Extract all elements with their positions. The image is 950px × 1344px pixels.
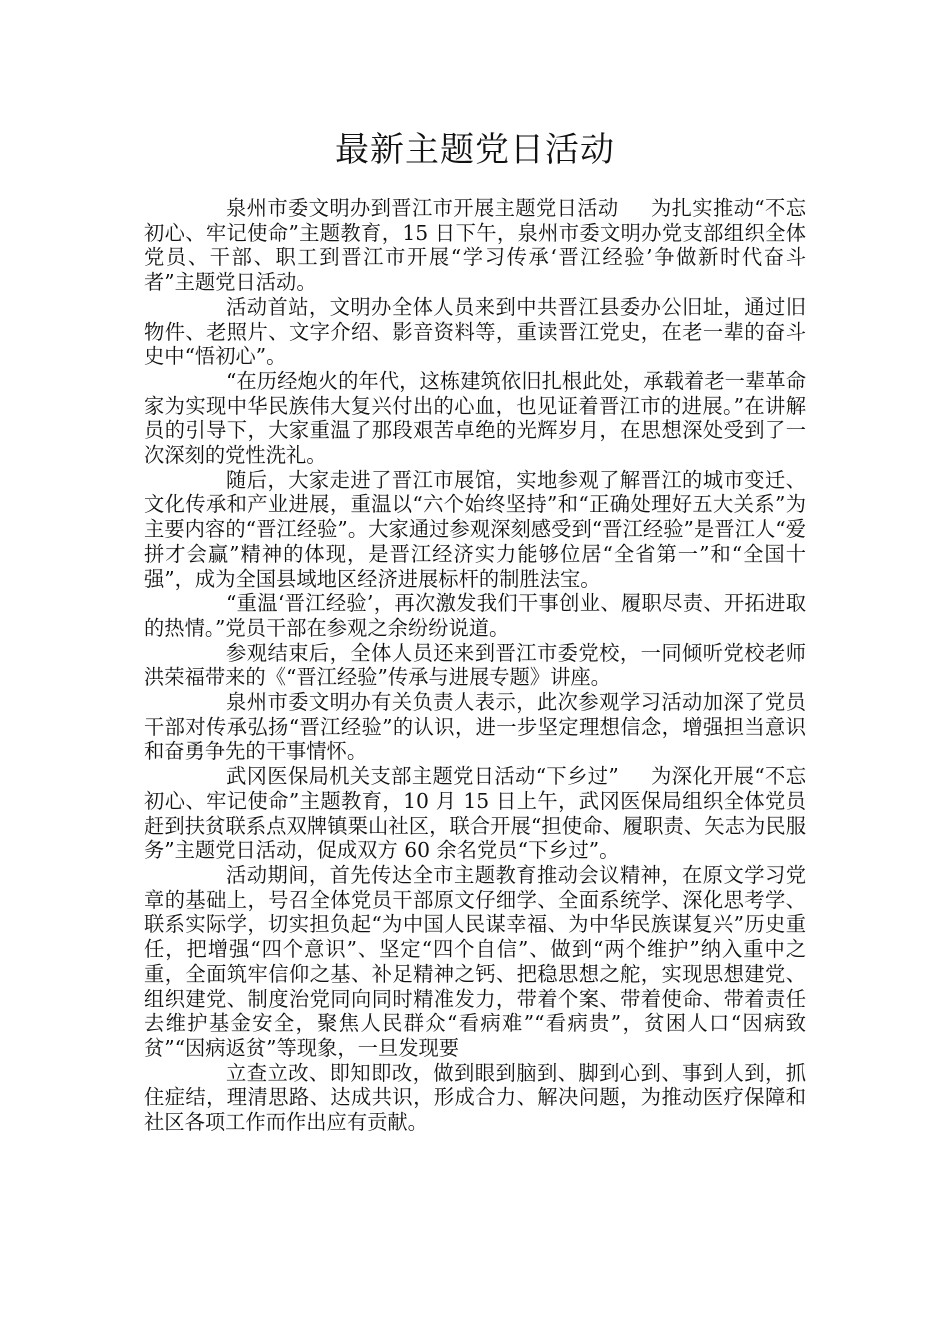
- paragraph: [144, 641, 806, 690]
- paragraph-text: 参观结束后，全体人员还来到晋江市委党校，一同倾听党校老师洪荣福带来的《“晋江经验”传承与进展专题》讲座。: [144, 640, 806, 690]
- paragraph-text: “重温‘晋江经验’，再次激发我们干事创业、履职尽责、开拓进取的热情。”党员干部在参观之余纷纷说道。: [144, 591, 806, 640]
- paragraph: [144, 1061, 806, 1135]
- paragraph: [144, 196, 806, 295]
- section-heading: 武冈医保局机关支部主题党日活动“下乡过”: [226, 764, 619, 789]
- paragraph-text: 立查立改、即知即改，做到眼到脑到、脚到心到、事到人到，抓住症结，理清思路、达成共识，形成合力、解决问题，为推动医疗保障和社区各项工作而作出应有贡献。: [144, 1060, 806, 1135]
- paragraph: [144, 764, 806, 863]
- paragraph-text: 泉州市委文明办有关负责人表示，此次参观学习活动加深了党员干部对传承弘扬“晋江经验”的认识，进一步坚定理想信念，增强担当意识和奋勇争先的干事情怀。: [144, 690, 806, 764]
- paragraph: [144, 295, 806, 369]
- paragraph: [144, 591, 806, 640]
- document-body: [144, 196, 806, 1135]
- paragraph: [144, 690, 806, 764]
- paragraph: [144, 468, 806, 592]
- paragraph-text: 为深化开展“不忘初心、牢记使命”主题教育，10 月 15 日上午，武冈医保局组织全体党员赶到扶贫联系点双牌镇栗山社区，联合开展“担使命、履职责、矢志为民服务”主题党日活动，促成双方 60 余名党员“下乡过”。: [144, 764, 806, 863]
- paragraph-text: 为扎实推动“不忘初心、牢记使命”主题教育，15 日下午，泉州市委文明办党支部组织全体党员、干部、职工到晋江市开展“学习传承‘晋江经验’争做新时代奋斗者”主题党日活动。: [144, 196, 806, 295]
- paragraph: [144, 369, 806, 468]
- paragraph-text: 随后，大家走进了晋江市展馆，实地参观了解晋江的城市变迁、文化传承和产业进展，重温以“六个始终坚持”和“正确处理好五大关系”为主要内容的“晋江经验”。大家通过参观深刻感受到“晋江经验”是晋江人“爱拼才会赢”精神的体现，是晋江经济实力能够位居“全省第一”和“全国十强”，成为全国县域地区经济进展标杆的制胜法宝。: [144, 467, 806, 591]
- paragraph-text: “在历经炮火的年代，这栋建筑依旧扎根此处，承载着老一辈革命家为实现中华民族伟大复兴付出的心血，也见证着晋江市的进展。”在讲解员的引导下，大家重温了那段艰苦卓绝的光辉岁月，在思想深处受到了一次深刻的党性洗礼。: [144, 368, 806, 468]
- document-title: 最新主题党日活动: [335, 130, 615, 170]
- paragraph-text: 活动首站，文明办全体人员来到中共晋江县委办公旧址，通过旧物件、老照片、文字介绍、影音资料等，重读晋江党史，在老一辈的奋斗史中“悟初心”。: [144, 294, 806, 369]
- paragraph: [144, 863, 806, 1061]
- paragraph-text: 活动期间，首先传达全市主题教育推动会议精神，在原文学习党章的基础上，号召全体党员干部原文仔细学、全面系统学、深化思考学、联系实际学，切实担负起“为中国人民谋幸福、为中华民族谋复兴”历史重任，把增强“四个意识”、坚定“四个自信”、做到“两个维护”纳入重中之重，全面筑牢信仰之基、补足精神之钙、把稳思想之舵，实现思想建党、组织建党、制度治党同向同时精准发力，带着个案、带着使命、带着责任去维护基金安全，聚焦人民群众“看病难”“看病贵”，贫困人口“因病致贫”“因病返贫”等现象，一旦发现要: [144, 862, 806, 1060]
- section-heading: 泉州市委文明办到晋江市开展主题党日活动: [226, 196, 619, 220]
